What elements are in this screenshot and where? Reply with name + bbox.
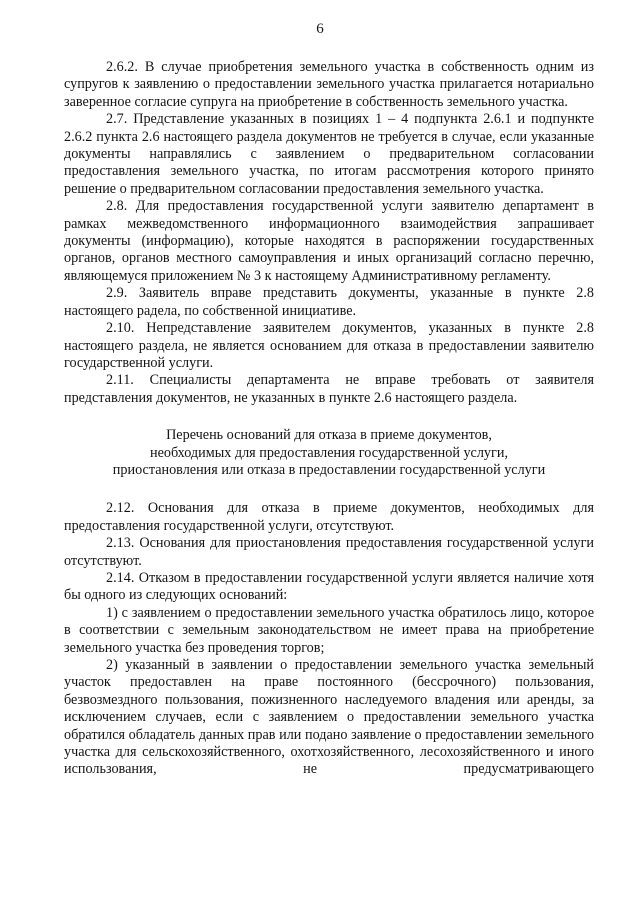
paragraph-2-13: 2.13. Основания для приостановления предоставления государственной услуги отсутствуют. [64,535,594,569]
paragraph-2-9: 2.9. Заявитель вправе представить документы, указанные в пункте 2.8 настоящего радела, по собственной инициативе. [64,285,594,319]
document-body [64,59,594,779]
paragraph-2-6-2: 2.6.2. В случае приобретения земельного участка в собственность одним из супругов к заявлению о предоставлении земельного участка прилагается нотариально заверенное согласие супруга на приобретение в собственность земельного участка. [64,59,594,110]
paragraph-2-12: 2.12. Основания для отказа в приеме документов, необходимых для предоставления государственной услуги, отсутствуют. [64,500,594,534]
paragraph-2-11: 2.11. Специалисты департамента не вправе требовать от заявителя представления документов, не указанных в пункте 2.6 настоящего раздела. [64,372,594,406]
list-item-1: 1) с заявлением о предоставлении земельного участка обратилось лицо, которое в соответствии с земельным законодательством не имеет права на приобретение земельного участка без проведения торгов; [64,604,594,656]
section-heading-line: приостановления или отказа в предоставлении государственной услуги [112,461,546,478]
section-heading-line: необходимых для предоставления государственной услуги, [150,444,508,461]
paragraph-2-14: 2.14. Отказом в предоставлении государственной услуги является наличие хотя бы одного из следующих оснований: [64,569,594,604]
section-heading-line: Перечень оснований для отказа в приеме документов, [166,427,492,444]
paragraph-2-8: 2.8. Для предоставления государственной услуги заявителю департамент в рамках межведомственного информационного взаимодействия запрашивает документы (информацию), которые находятся в распоряжении государственных органов, органов местного самоуправления и иных организаций согласно перечню, являющемуся приложением № 3 к настоящему Административному регламенту. [64,198,594,284]
paragraph-2-10: 2.10. Непредставление заявителем документов, указанных в пункте 2.8 настоящего раздела, не является основанием для отказа в предоставлении заявителю государственной услуги. [64,320,594,371]
paragraph-2-7: 2.7. Представление указанных в позициях 1 – 4 подпункта 2.6.1 и подпункте 2.6.2 пункта 2.6 настоящего раздела документов не требуется в случае, если указанные документы направлялись с заявлением о предварительном согласовании предоставления земельного участка, по итогам рассмотрения которого принято решение о предварительном согласовании предоставления земельного участка. [64,111,594,197]
page-number: 6 [316,21,324,37]
list-item-2: 2) указанный в заявлении о предоставлении земельного участка земельный участок предоставлен на праве постоянного (бессрочного) пользования, безвозмездного пользования, пожизненного наследуемого владения или аренды, за исключением случаев, если с заявлением о предоставлении земельного участка обратился обладатель данных прав или подано заявление о предоставлении земельного участка для сельскохозяйственного, охотхозяйственного, лесохозяйственного и иного использования, не предусматривающего [64,657,594,778]
section-heading [64,427,594,479]
